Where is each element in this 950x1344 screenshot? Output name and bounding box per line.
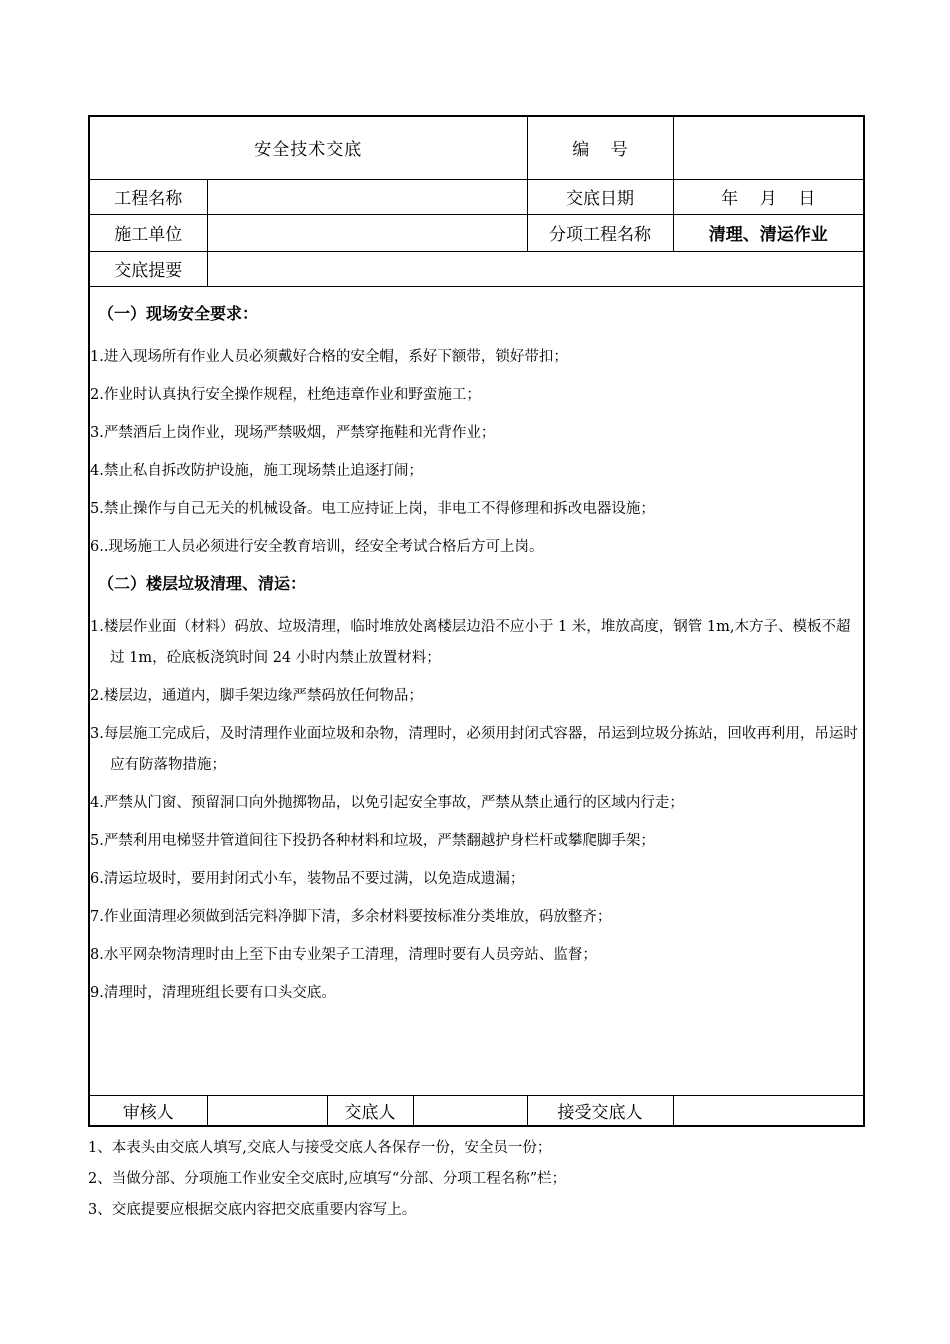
number-field[interactable] (673, 116, 864, 179)
section-heading: （二）楼层垃圾清理、清运： (98, 573, 307, 593)
list-item: 3.严禁酒后上岗作业，现场严禁吸烟，严禁穿拖鞋和光背作业； (90, 424, 496, 441)
form-notes (88, 1133, 863, 1226)
subproject-label: 分项工程名称 (527, 214, 673, 251)
list-item: 6.清运垃圾时，要用封闭式小车，装物品不要过满，以免造成遗漏； (90, 870, 525, 887)
list-item: 5.禁止操作与自己无关的机械设备。电工应持证上岗，非电工不得修理和拆改电器设施； (90, 500, 655, 517)
safety-disclosure-form (88, 115, 863, 1226)
project-name-field[interactable] (207, 179, 527, 214)
list-item: 2.楼层边，通道内，脚手架边缘严禁码放任何物品； (90, 687, 423, 704)
note-item: 3、交底提要应根据交底内容把交底重要内容写上。 (88, 1202, 417, 1218)
list-item: 3.每层施工完成后，及时清理作业面垃圾和杂物，清理时，必须用封闭式容器，吊运到垃圾分拣站，回收再利用，吊运时应有防落物措施； (90, 725, 858, 773)
list-item: 5.严禁利用电梯竖井管道间往下投扔各种材料和垃圾，严禁翻越护身栏杆或攀爬脚手架； (90, 832, 655, 849)
disclosure-content (89, 286, 864, 1095)
project-name-label: 工程名称 (89, 179, 207, 214)
list-item: 6..现场施工人员必须进行安全教育培训，经安全考试合格后方可上岗。 (90, 538, 544, 555)
form-title: 安全技术交底 (89, 116, 527, 179)
receiver-field[interactable] (673, 1095, 864, 1126)
note-item: 2、当做分部、分项施工作业安全交底时,应填写“分部、分项工程名称”栏； (88, 1171, 567, 1187)
summary-field[interactable] (207, 251, 864, 286)
unit-field[interactable] (207, 214, 527, 251)
number-label: 编 号 (527, 116, 673, 179)
subproject-field[interactable]: 清理、清运作业 (673, 214, 864, 251)
list-item: 8.水平网杂物清理时由上至下由专业架子工清理，清理时要有人员旁站、监督； (90, 946, 597, 963)
list-item: 7.作业面清理必须做到活完料净脚下清，多余材料要按标准分类堆放，码放整齐； (90, 908, 612, 925)
unit-label: 施工单位 (89, 214, 207, 251)
list-item: 2.作业时认真执行安全操作规程，杜绝违章作业和野蛮施工； (90, 386, 481, 403)
date-label: 交底日期 (527, 179, 673, 214)
reviewer-field[interactable] (207, 1095, 327, 1126)
section-heading: （一）现场安全要求： (98, 303, 259, 323)
form-table (88, 115, 865, 1127)
list-item: 4.严禁从门窗、预留洞口向外抛掷物品，以免引起安全事故，严禁从禁止通行的区域内行走； (90, 794, 684, 811)
note-item: 1、本表头由交底人填写,交底人与接受交底人各保存一份，安全员一份； (88, 1140, 552, 1156)
presenter-label: 交底人 (327, 1095, 413, 1126)
receiver-label: 接受交底人 (527, 1095, 673, 1126)
list-item: 4.禁止私自拆改防护设施，施工现场禁止追逐打闹； (90, 462, 423, 479)
date-field[interactable]: 年 月 日 (673, 179, 864, 214)
summary-label: 交底提要 (89, 251, 207, 286)
list-item: 9.清理时，清理班组长要有口头交底。 (90, 984, 336, 1001)
reviewer-label: 审核人 (89, 1095, 207, 1126)
list-item: 1.进入现场所有作业人员必须戴好合格的安全帽，系好下额带，锁好带扣； (90, 348, 568, 365)
presenter-field[interactable] (413, 1095, 527, 1126)
list-item: 1.楼层作业面（材料）码放、垃圾清理，临时堆放处离楼层边沿不应小于 1 米，堆放高度，钢管 1m,木方子、模板不超过 1m，砼底板浇筑时间 24 小时内禁止放置材料； (90, 618, 851, 666)
